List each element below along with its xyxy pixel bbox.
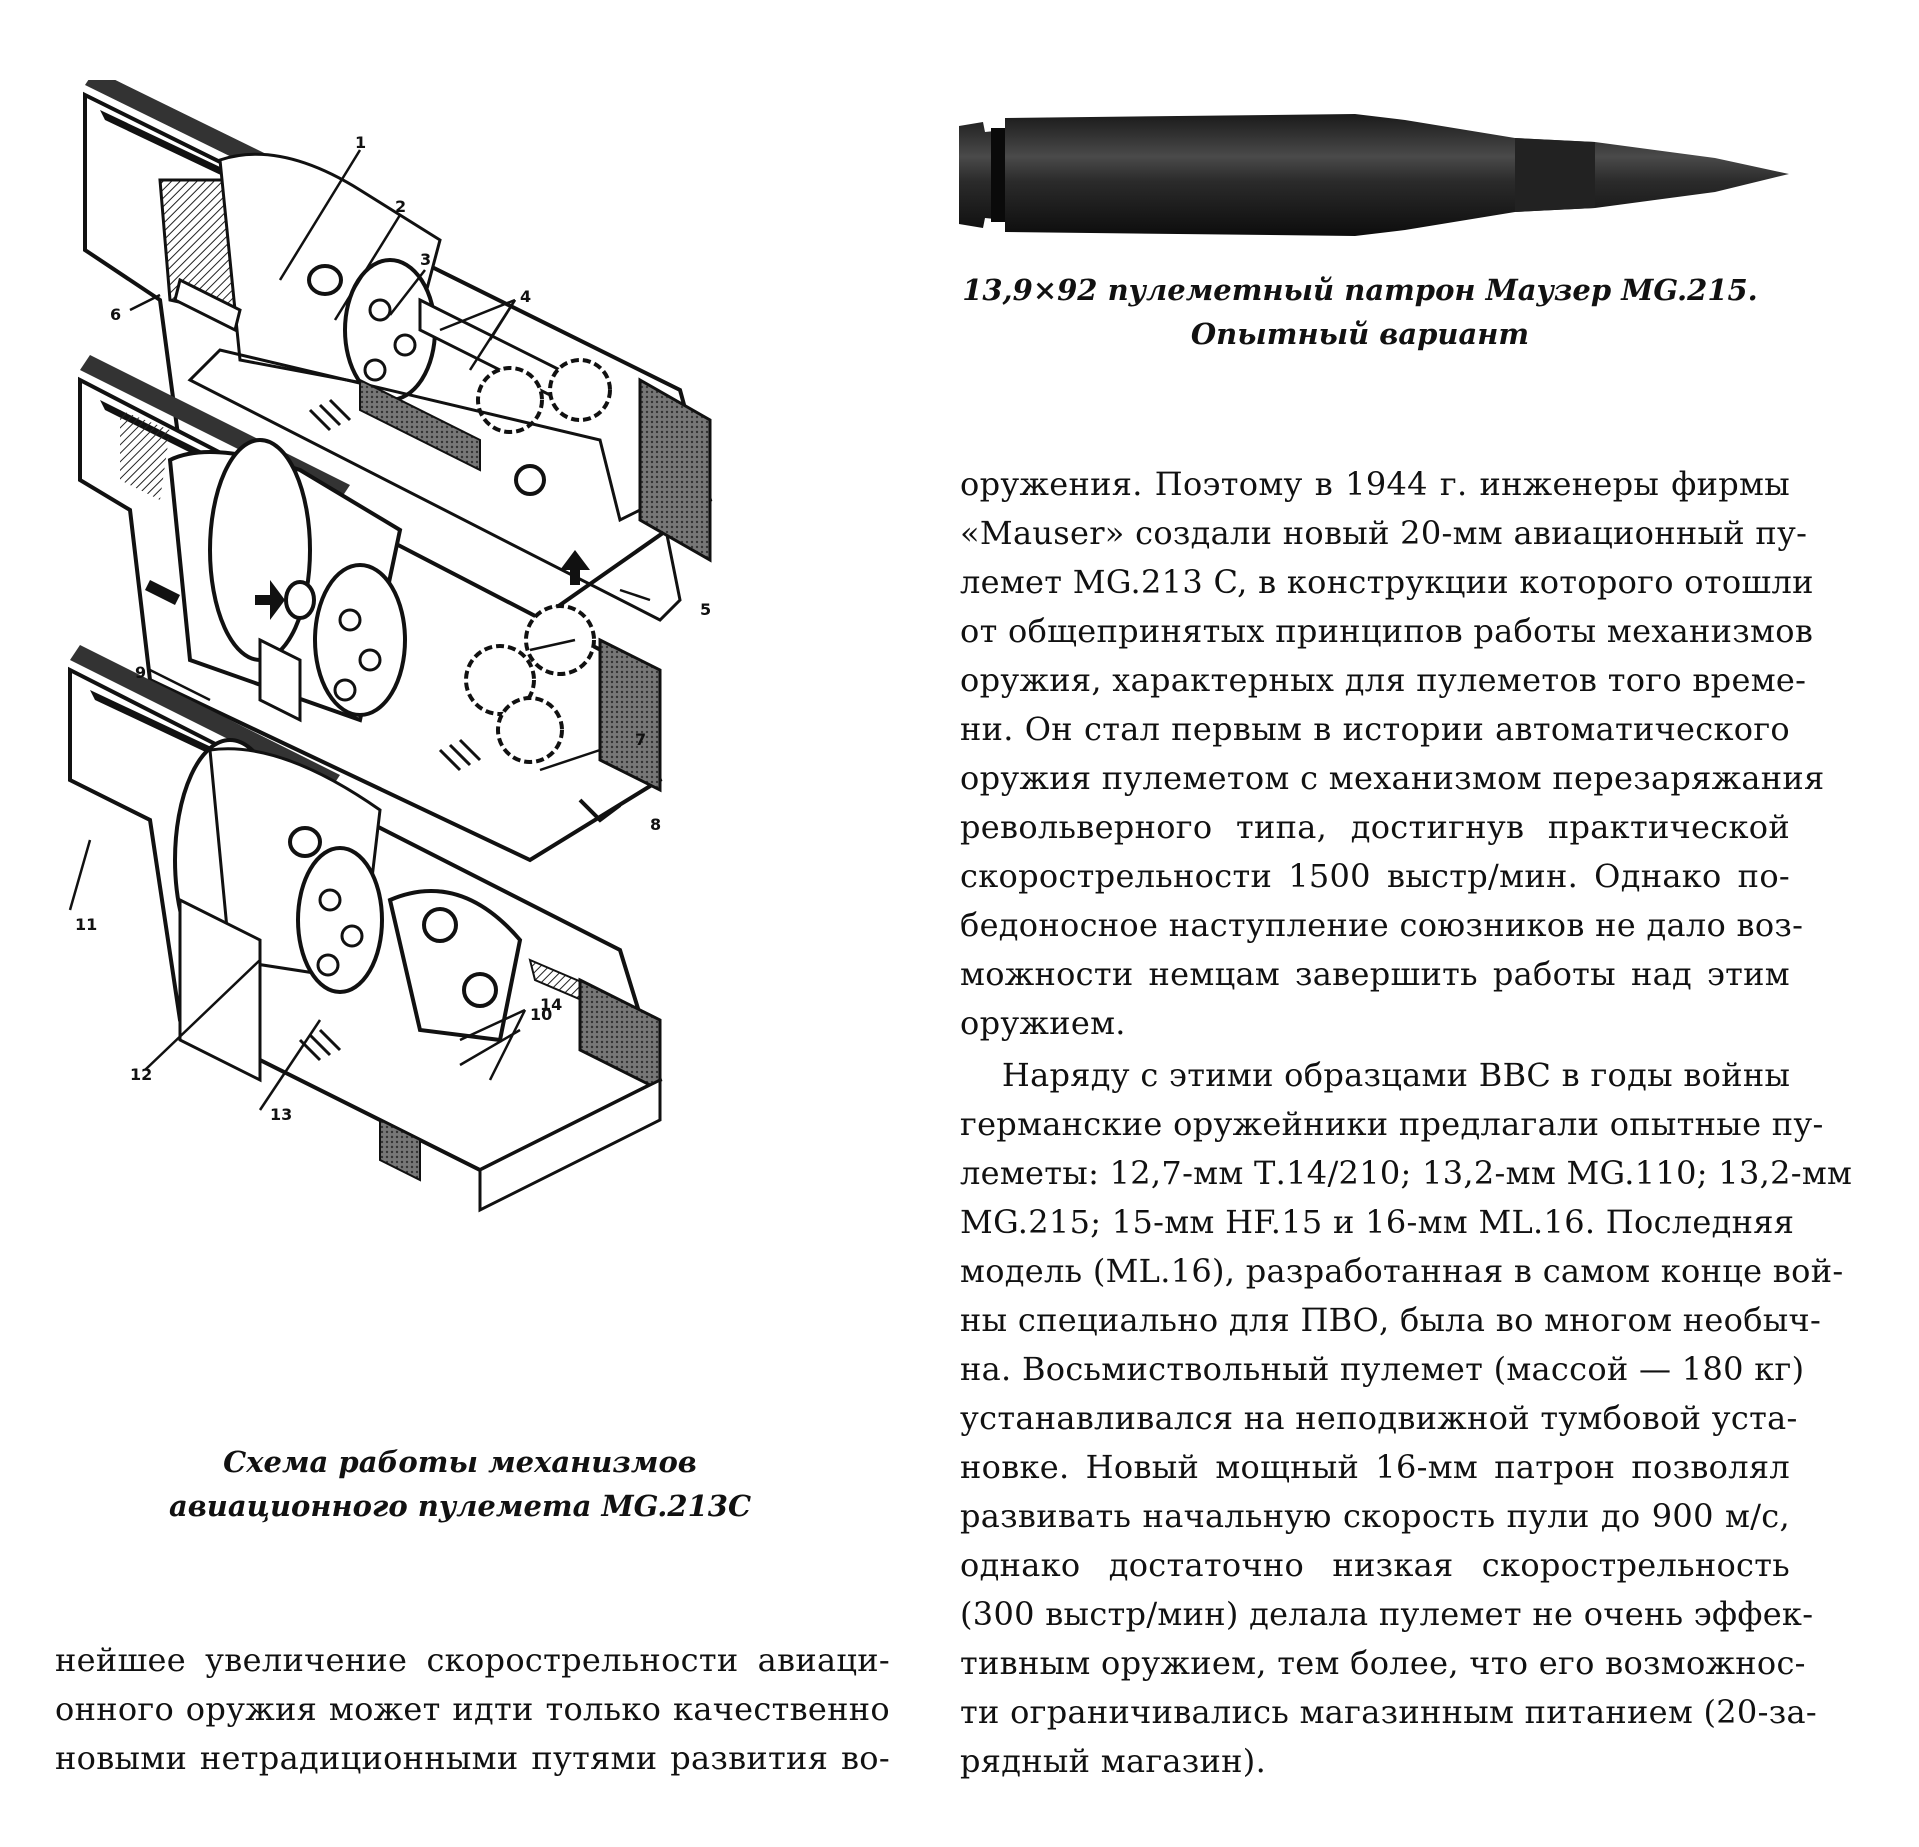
- text-line: Наряду с этими образцами ВВС в годы войны: [960, 1056, 1791, 1094]
- callout-8: 8: [650, 815, 662, 834]
- text-line: ти ограничивались магазинным питанием (20-за-: [960, 1693, 1817, 1731]
- diagram-caption-line-1: Схема работы механизмов: [223, 1445, 697, 1479]
- text-line: (300 выстр/мин) делала пулемет не очень эффек-: [960, 1595, 1814, 1633]
- text-line: оружения. Поэтому в 1944 г. инженеры фирмы: [960, 465, 1790, 503]
- callout-10: 10: [530, 1005, 553, 1024]
- text-line: лемет MG.213 C, в конструкции которого отошли: [960, 563, 1814, 601]
- text-line: скорострельности 1500 выстр/мин. Однако по-: [960, 857, 1790, 895]
- callout-1: 1: [355, 133, 367, 152]
- text-line: устанавливался на неподвижной тумбовой уста-: [960, 1399, 1798, 1437]
- text-line: «Mauser» создали новый 20-мм авиационный пу-: [960, 514, 1808, 552]
- text-line: бедоносное наступление союзников не дало воз-: [960, 906, 1804, 944]
- text-line: оружия, характерных для пулеметов того време-: [960, 661, 1807, 699]
- text-line: новке. Новый мощный 16-мм патрон позволял: [960, 1448, 1790, 1486]
- callout-7: 7: [635, 730, 647, 749]
- callout-14: 14: [540, 995, 563, 1014]
- text-line: оружием.: [960, 1004, 1126, 1042]
- text-line: рядный магазин).: [960, 1742, 1267, 1780]
- diagram-caption-line-2: авиационного пулемета MG.213C: [168, 1489, 752, 1523]
- callout-9: 9: [135, 663, 147, 682]
- cartridge-photo: [955, 108, 1795, 244]
- text-line: германские оружейники предлагали опытные пу-: [960, 1105, 1824, 1143]
- text-line: леметы: 12,7-мм Т.14/210; 13,2-мм MG.110; 13,2-мм: [960, 1154, 1853, 1192]
- callout-5: 5: [700, 600, 712, 619]
- text-line: MG.215; 15-мм HF.15 и 16-мм ML.16. Последняя: [960, 1203, 1795, 1241]
- text-line: модель (ML.16), разработанная в самом конце вой-: [960, 1252, 1844, 1290]
- text-line: тивным оружием, тем более, что его возможнос-: [960, 1644, 1806, 1682]
- diagram-caption: [160, 1440, 760, 1528]
- cartridge-caption-line-1: 13,9×92 пулеметный патрон Маузер MG.215.: [962, 273, 1758, 307]
- callout-13: 13: [270, 1105, 293, 1124]
- cartridge-caption: [960, 268, 1760, 356]
- text-line: нейшее увеличение скорострельности авиаци-: [55, 1641, 890, 1679]
- callout-11: 11: [75, 915, 98, 934]
- text-line: ни. Он стал первым в истории автоматического: [960, 710, 1790, 748]
- callout-2: 2: [395, 197, 407, 216]
- callout-3: 3: [420, 250, 432, 269]
- text-line: онного оружия может идти только качественно: [55, 1690, 890, 1728]
- text-line: револьверного типа, достигнув практической: [960, 808, 1790, 846]
- callout-4: 4: [520, 287, 532, 306]
- text-line: от общепринятых принципов работы механизмов: [960, 612, 1814, 650]
- callout-6: 6: [110, 305, 122, 324]
- text-line: на. Восьмиствольный пулемет (массой — 180 кг): [960, 1350, 1805, 1388]
- cartridge-caption-line-2: Опытный вариант: [1190, 317, 1530, 351]
- text-line: развивать начальную скорость пули до 900 м/с,: [960, 1497, 1790, 1535]
- text-line: можности немцам завершить работы над этим: [960, 955, 1790, 993]
- mechanism-diagram: [60, 80, 860, 1410]
- left-column-text: [55, 1636, 890, 1783]
- text-line: ны специально для ПВО, была во многом необыч-: [960, 1301, 1822, 1339]
- text-line: однако достаточно низкая скорострельность: [960, 1546, 1790, 1584]
- right-column-text: [960, 460, 1853, 1786]
- text-line: новыми нетрадиционными путями развития во-: [55, 1739, 890, 1777]
- text-line: оружия пулеметом с механизмом перезаряжания: [960, 759, 1825, 797]
- callout-12: 12: [130, 1065, 153, 1084]
